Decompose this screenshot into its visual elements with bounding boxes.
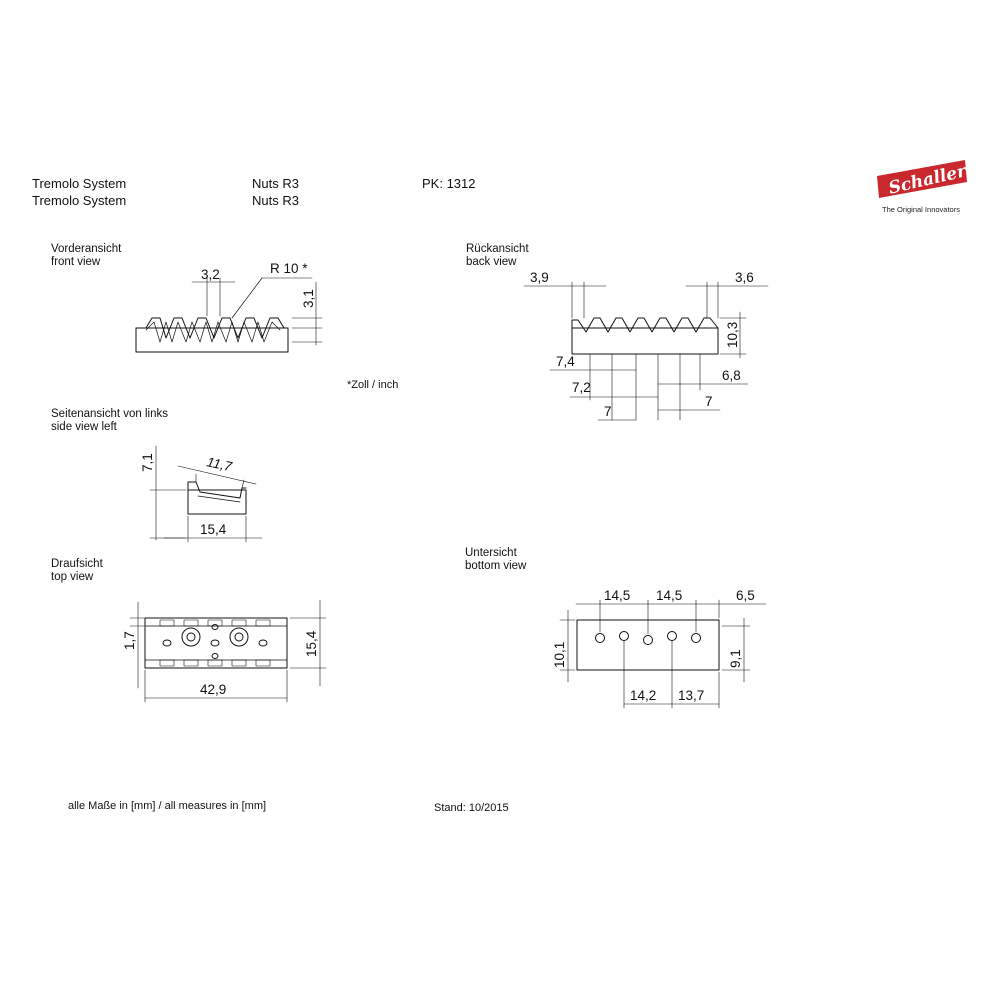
inch-note: *Zoll / inch: [347, 379, 399, 391]
header-product-2: Tremolo System: [32, 193, 127, 208]
back-dim-d: 7: [604, 404, 612, 419]
bottom-dim-b: 14,5: [656, 588, 683, 603]
back-dim-c: 7,2: [572, 380, 591, 395]
header-model-2: Nuts R3: [252, 193, 299, 208]
date-note: Stand: 10/2015: [434, 802, 509, 814]
top-dim-length: 42,9: [200, 682, 227, 697]
side-dim-height: 7,1: [140, 453, 155, 472]
top-dim-depth: 15,4: [304, 630, 319, 657]
back-dim-a: 7,4: [556, 354, 575, 369]
units-note: alle Maße in [mm] / all measures in [mm]: [68, 800, 267, 812]
back-dim-height: 10,3: [725, 321, 740, 348]
bottom-dim-a: 14,5: [604, 588, 631, 603]
back-dim-b: 6,8: [722, 368, 741, 383]
front-view-drawing: [136, 278, 322, 352]
back-view-title-en: back view: [466, 256, 517, 268]
side-dim-angle: 11,7: [205, 454, 234, 475]
front-dim-height: 3,1: [301, 289, 316, 308]
bottom-view-title-de: Untersicht: [465, 547, 517, 559]
bottom-view-title-en: bottom view: [465, 560, 527, 572]
back-dim-left-top: 3,9: [530, 270, 549, 285]
header-product-1: Tremolo System: [32, 176, 127, 191]
back-view-title-de: Rückansicht: [466, 243, 529, 255]
back-view-drawing: [524, 282, 768, 420]
header-code: PK: 1312: [422, 176, 476, 191]
back-dim-right-top: 3,6: [735, 270, 754, 285]
bottom-dim-e: 14,2: [630, 688, 657, 703]
logo-wordmark: Schaller: [886, 161, 968, 199]
side-view-title-en: side view left: [51, 421, 117, 433]
top-view-title-de: Draufsicht: [51, 558, 103, 570]
header-model-1: Nuts R3: [252, 176, 299, 191]
side-dim-width: 15,4: [200, 522, 227, 537]
front-dim-radius: R 10 *: [270, 261, 308, 276]
front-view-title-en: front view: [51, 256, 101, 268]
brand-tagline: The Original Innovators: [882, 205, 960, 214]
front-dim-groove: 3,2: [201, 267, 220, 282]
back-dim-e: 7: [705, 394, 713, 409]
top-view-title-en: top view: [51, 571, 94, 583]
top-dim-offset: 1,7: [122, 631, 137, 650]
bottom-dim-depth: 10,1: [552, 641, 567, 668]
bottom-dim-f: 13,7: [678, 688, 705, 703]
bottom-dim-d: 9,1: [728, 649, 743, 668]
top-view-drawing: [130, 600, 326, 702]
front-view-title-de: Vorderansicht: [51, 243, 122, 255]
bottom-dim-c: 6,5: [736, 588, 755, 603]
side-view-title-de: Seitenansicht von links: [51, 408, 168, 420]
